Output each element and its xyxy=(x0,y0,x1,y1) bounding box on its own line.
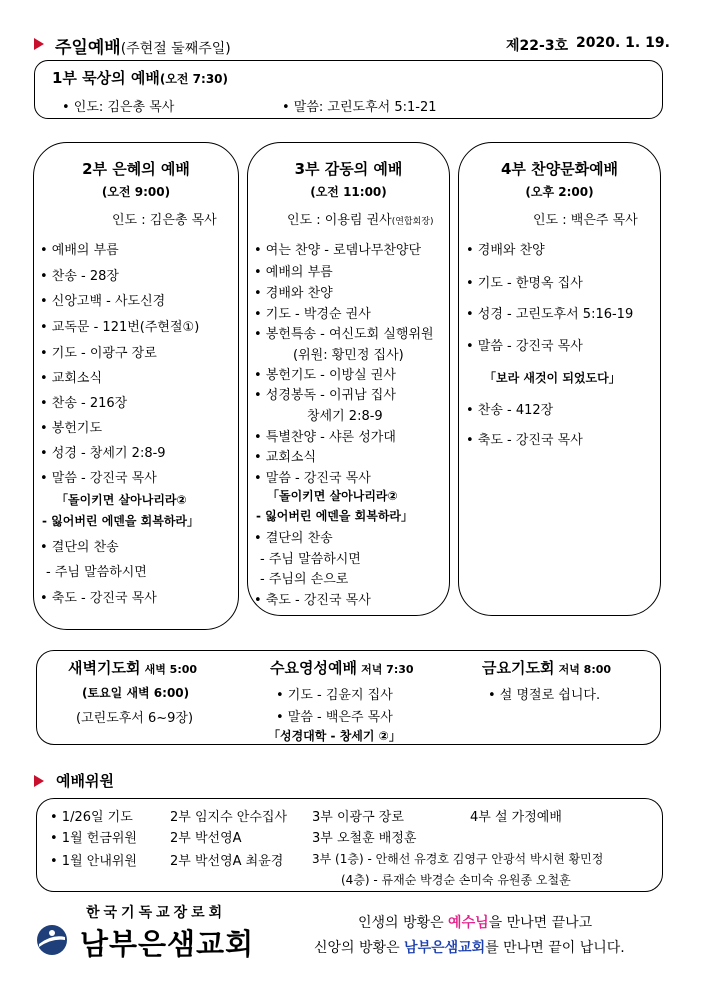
issue-date: 2020. 1. 19. xyxy=(576,35,670,51)
page-title: 주일예배 xyxy=(55,38,121,58)
service4-title: 4부 찬양문화예배 xyxy=(500,160,619,178)
list-item: • 예배의 부름 xyxy=(254,265,333,280)
service3-leader-line xyxy=(287,209,434,228)
wednesday-prayer: • 기도 - 김윤지 집사 xyxy=(276,688,393,703)
committee-row1-part4: 4부 설 가정예배 xyxy=(470,810,562,825)
service2-leader: 인도 : 김은총 목사 xyxy=(112,213,217,228)
page-subtitle: (주현절 둘째주일) xyxy=(120,41,231,57)
friday-note: • 설 명절로 쉽니다. xyxy=(488,688,601,703)
footer-line2-pre: 신앙의 방황은 xyxy=(314,940,405,956)
committee-bullet-icon xyxy=(34,775,44,787)
friday-title: 금요기도회 xyxy=(482,659,555,677)
service3-title: 3부 감동의 예배 xyxy=(294,160,403,178)
dawn-time: 새벽 5:00 xyxy=(144,663,198,676)
wednesday-sermon: • 말씀 - 백은주 목사 xyxy=(276,710,393,725)
church-name: 남부은샘교회 xyxy=(80,927,255,961)
service1-time: (오전 7:30) xyxy=(159,72,229,86)
list-item: - 주님 말씀하시면 xyxy=(46,565,147,580)
service3-sermon-subtitle: - 잃어버린 에덴을 회복하라」 xyxy=(256,509,414,523)
list-item: • 기도 - 박경순 권사 xyxy=(254,307,371,322)
list-item: • 봉헌기도 xyxy=(40,421,103,436)
list-item: • 경배와 찬양 xyxy=(254,286,333,301)
list-item: • 찬송 - 412장 xyxy=(466,403,554,418)
wednesday-heading xyxy=(270,657,414,678)
committee-row1-part3: 3부 이광구 장로 xyxy=(312,810,404,825)
list-item: • 성경 - 고린도후서 5:16-19 xyxy=(466,307,634,322)
list-item: • 기도 - 이광구 장로 xyxy=(40,346,157,361)
footer-line1-highlight: 예수님 xyxy=(448,915,489,931)
footer-line1 xyxy=(358,912,592,932)
header-bullet-icon xyxy=(34,38,44,50)
service4-leader: 인도 : 백은주 목사 xyxy=(533,213,638,228)
service2-sermon-subtitle: - 잃어버린 에덴을 회복하라」 xyxy=(42,514,200,528)
committee-row3-part3: 3부 (1층) - 안해선 유경호 김영구 안광석 박시현 황민정 xyxy=(312,852,604,866)
service2-time: (오전 9:00) xyxy=(101,185,171,199)
list-item: • 결단의 찬송 xyxy=(254,531,333,546)
service1-sermon: • 말씀: 고린도후서 5:1-21 xyxy=(282,100,437,115)
list-item: • 교독문 - 121번(주현절①) xyxy=(40,320,200,335)
dawn-scripture: (고린도후서 6~9장) xyxy=(76,711,194,726)
service4-sermon-title: 「보라 새것이 되었도다」 xyxy=(484,371,621,385)
dawn-title: 새벽기도회 xyxy=(68,659,141,677)
committee-row3-label: • 1월 안내위원 xyxy=(50,854,137,869)
list-item: • 기도 - 한명옥 집사 xyxy=(466,276,583,291)
list-item: • 말씀 - 강진국 목사 xyxy=(40,471,157,486)
list-item: • 특별찬양 - 샤론 성가대 xyxy=(254,430,396,445)
list-item: • 교회소식 xyxy=(254,450,317,465)
list-item: (위원: 황민정 집사) xyxy=(293,348,404,363)
denomination-name: 한국기독교장로회 xyxy=(86,905,227,921)
list-item: 창세기 2:8-9 xyxy=(307,409,383,424)
list-item: • 성경 - 창세기 2:8-9 xyxy=(40,446,166,461)
footer-line2 xyxy=(314,937,625,957)
service3-leader-note: (연합회장) xyxy=(391,217,434,227)
committee-row3-part2: 2부 박선영A 최윤경 xyxy=(170,854,284,869)
list-item: • 경배와 찬양 xyxy=(466,243,545,258)
wednesday-time: 저녁 7:30 xyxy=(361,663,414,676)
committee-row2-label: • 1월 헌금위원 xyxy=(50,831,137,846)
service3-leader: 인도 : 이용림 권사 xyxy=(287,213,392,228)
list-item: • 봉헌특송 - 여신도회 실행위원 xyxy=(254,327,434,342)
friday-heading xyxy=(482,657,611,678)
footer-line2-highlight: 남부은샘교회 xyxy=(404,940,486,956)
list-item: • 결단의 찬송 xyxy=(40,540,119,555)
service2-title: 2부 은혜의 예배 xyxy=(82,160,190,178)
dawn-heading xyxy=(68,657,197,678)
list-item: • 신앙고백 - 사도신경 xyxy=(40,294,166,309)
list-item: • 교회소식 xyxy=(40,371,103,386)
service3-sermon-title: 「돌이키면 살아나리라② xyxy=(267,489,398,503)
list-item: • 축도 - 강진국 목사 xyxy=(40,591,157,606)
service2-sermon-title: 「돌이키면 살아나리라② xyxy=(56,493,187,507)
friday-time: 저녁 8:00 xyxy=(558,663,612,676)
service4-time: (오후 2:00) xyxy=(525,185,594,199)
list-item: • 성경봉독 - 이귀남 집사 xyxy=(254,388,396,403)
list-item: • 찬송 - 216장 xyxy=(40,396,128,411)
church-logo-icon xyxy=(36,924,68,956)
footer-line1-post: 을 만나면 끝나고 xyxy=(488,915,593,931)
committee-row1-part2: 2부 임지수 안수집사 xyxy=(170,810,287,825)
wednesday-title: 수요영성예배 xyxy=(270,659,357,677)
committee-row3-part3b: (4층) - 류재순 박경순 손미숙 유원종 오철훈 xyxy=(341,873,571,887)
service1-leader: • 인도: 김은총 목사 xyxy=(62,100,175,115)
list-item: • 봉헌기도 - 이방실 권사 xyxy=(254,368,396,383)
page-header xyxy=(55,33,231,58)
list-item: • 축도 - 강진국 목사 xyxy=(254,593,371,608)
service3-time: (오전 11:00) xyxy=(310,185,387,199)
list-item: • 말씀 - 강진국 목사 xyxy=(466,339,583,354)
dawn-saturday: (토요일 새벽 6:00) xyxy=(82,686,190,700)
footer-line2-post: 를 만나면 끝이 납니다. xyxy=(485,940,625,956)
committee-row1-label: • 1/26일 기도 xyxy=(50,810,133,825)
committee-heading: 예배위원 xyxy=(56,772,114,790)
service1-heading xyxy=(52,67,228,88)
issue-number: 제22-3호 xyxy=(506,38,569,54)
list-item: • 말씀 - 강진국 목사 xyxy=(254,471,371,486)
list-item: - 주님의 손으로 xyxy=(260,572,349,587)
list-item: • 여는 찬양 - 로뎀나무찬양단 xyxy=(254,243,422,258)
committee-row2-part3: 3부 오철훈 배정훈 xyxy=(312,831,417,846)
committee-row2-part2: 2부 박선영A xyxy=(170,831,242,846)
list-item: • 예배의 부름 xyxy=(40,243,119,258)
list-item: • 찬송 - 28장 xyxy=(40,269,119,284)
wednesday-series: 「성경대학 - 창세기 ②」 xyxy=(268,729,401,743)
list-item: • 축도 - 강진국 목사 xyxy=(466,433,583,448)
service1-title: 1부 묵상의 예배 xyxy=(52,69,160,87)
list-item: - 주님 말씀하시면 xyxy=(260,552,361,567)
footer-line1-pre: 인생의 방황은 xyxy=(358,915,449,931)
